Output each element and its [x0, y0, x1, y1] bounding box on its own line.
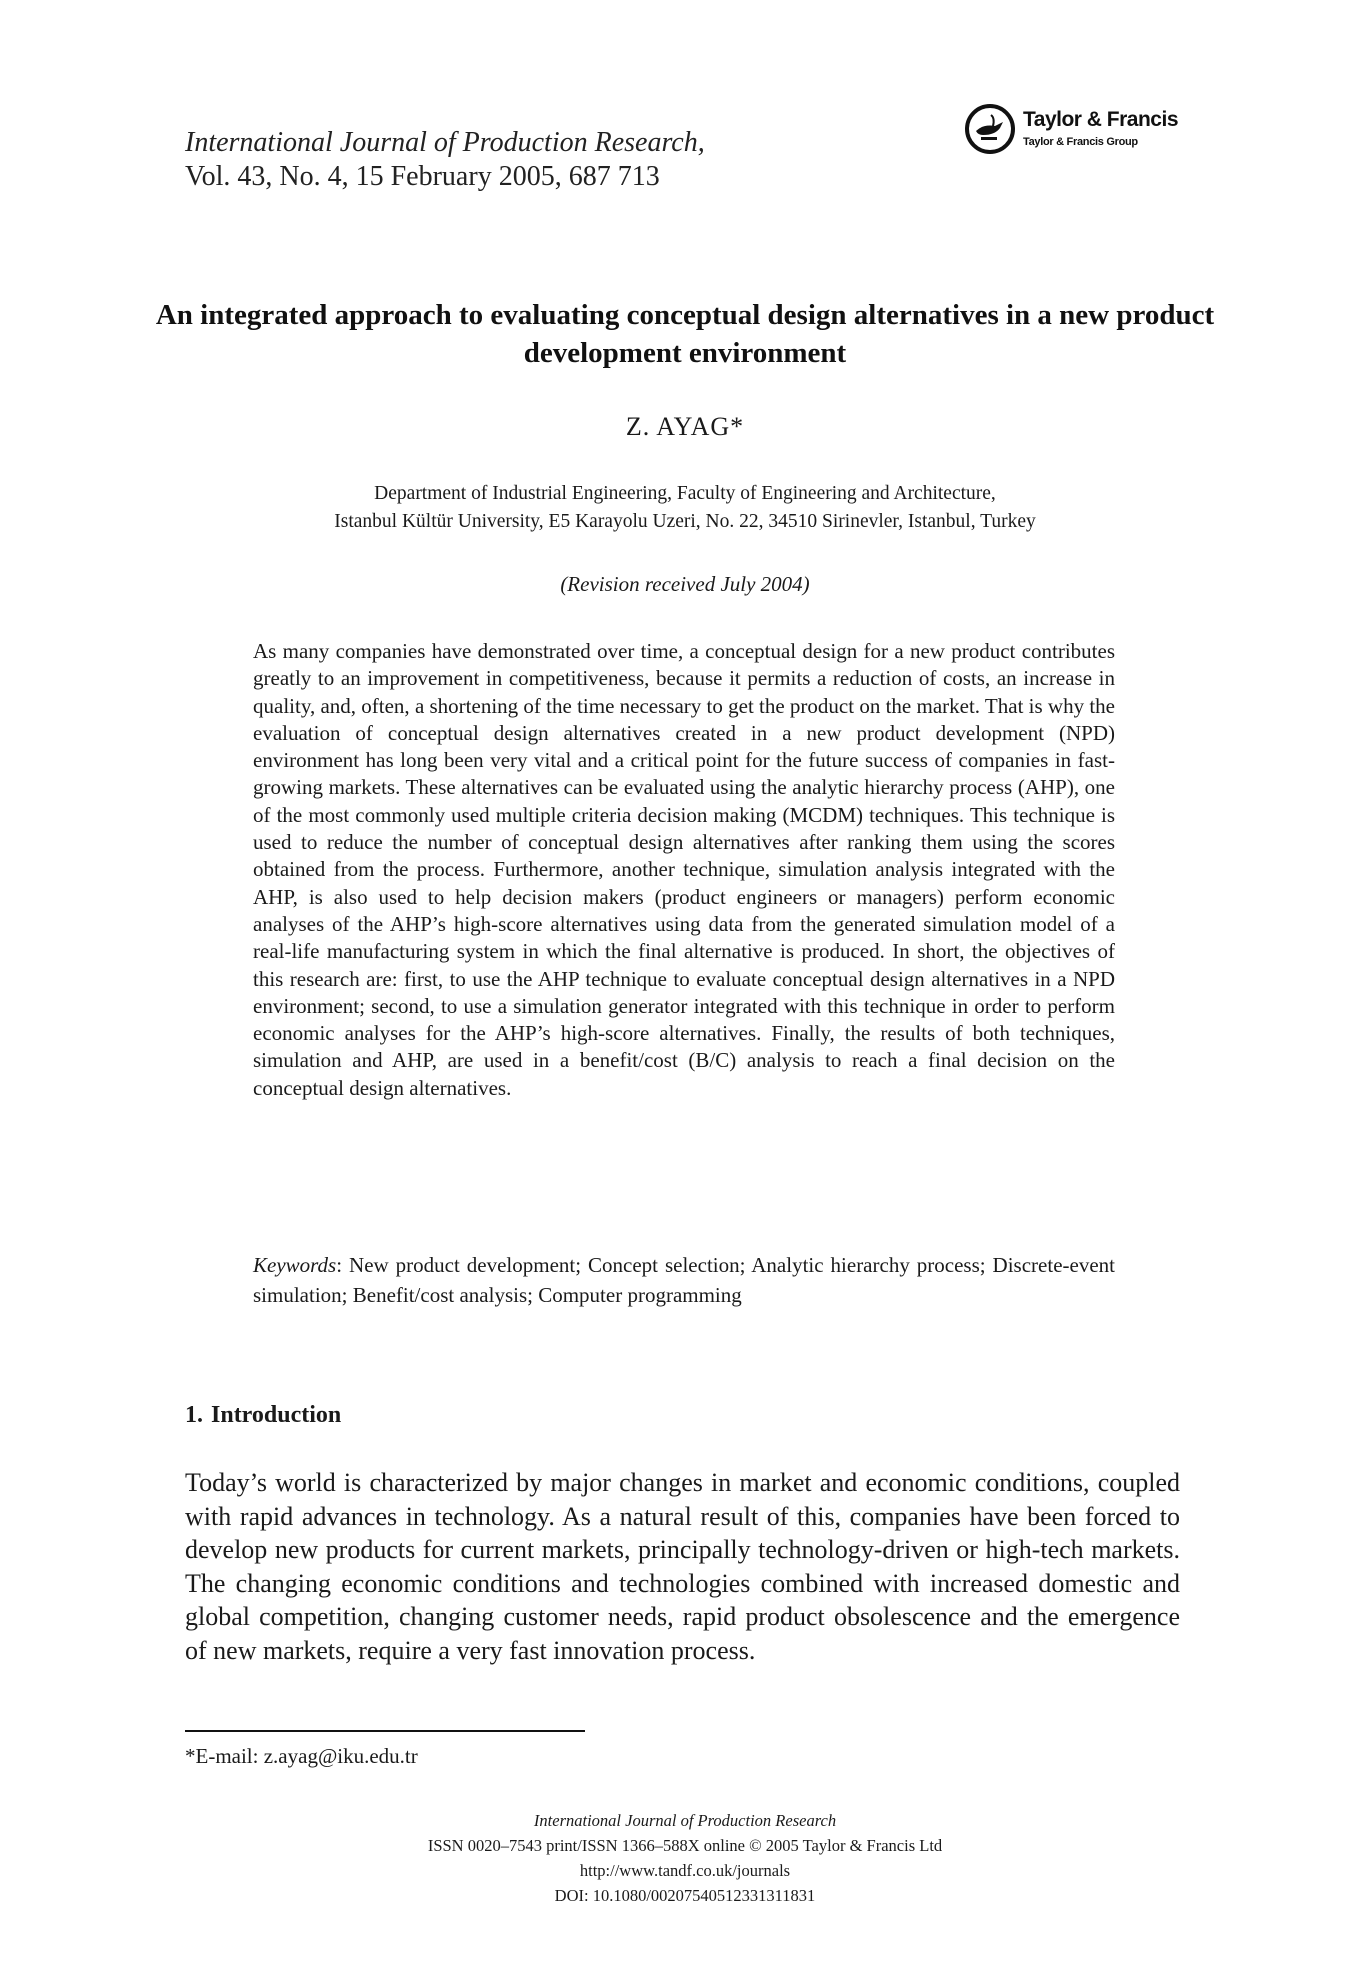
publisher-name: Taylor & Francis [1023, 108, 1178, 131]
abstract: As many companies have demonstrated over time, a conceptual design for a new product contributes greatly to an improvement in competitiveness, because it permits a reduction of costs, an increase in quality, and, often, a shortening of the time necessary to get the product on the market. That is why the evaluation of conceptual design alternatives created in a new product development (NPD) environment has long been very vital and a critical point for the future success of companies in fast-growing markets. These alternatives can be evaluated using the analytic hierarchy process (AHP), one of the most commonly used multiple criteria decision making (MCDM) techniques. This technique is used to reduce the number of conceptual design alternatives after ranking them using the scores obtained from the process. Furthermore, another technique, simulation analysis integrated with the AHP, is also used to help decision makers (product engineers or managers) perform economic analyses of the AHP’s high-score alternatives using data from the generated simulation model of a real-life manufacturing system in which the final alternative is produced. In short, the objectives of this research are: first, to use the AHP technique to evaluate conceptual design alternatives in a NPD environment; second, to use a simulation generator integrated with this technique in order to perform economic analyses for the AHP’s high-score alternatives. Finally, the results of both techniques, simulation and AHP, are used in a benefit/cost (B/C) analysis to reach a final decision on the conceptual design alternatives. [253, 639, 1115, 1100]
volume-info: Vol. 43, No. 4, 15 February 2005, 687 713 [185, 161, 660, 192]
section-number: 1. [185, 1402, 203, 1428]
revision-note: (Revision received July 2004) [560, 572, 810, 596]
footer-url: http://www.tandf.co.uk/journals [579, 1861, 791, 1880]
affiliation-line-2: Istanbul Kültür University, E5 Karayolu Uzeri, No. 22, 34510 Sirinevler, Istanbul, Turkey [334, 511, 1036, 532]
journal-name: International Journal of Production Research, [185, 127, 705, 158]
article-title: An integrated approach to evaluating conceptual design alternatives in a new product development environment [155, 299, 1215, 369]
footer-doi: DOI: 10.1080/00207540512331311831 [554, 1886, 816, 1905]
intro-paragraph: Today’s world is characterized by major changes in market and economic conditions, coupled with rapid advances in technology. As a natural result of this, companies have been forced to develop new products for current markets, principally technology-driven or high-tech markets. The changing economic conditions and technologies combined with increased domestic and global competition, changing customer needs, rapid product obsolescence and the emergence of new markets, require a very fast innovation process. [185, 1468, 1180, 1665]
author-name: Z. AYAG* [625, 412, 745, 441]
page-footer [0, 1808, 1370, 1908]
footnote-divider [185, 1730, 585, 1732]
keywords-label: Keywords [253, 1253, 337, 1277]
section-title: Introduction [211, 1402, 342, 1428]
footer-issn: ISSN 0020–7543 print/ISSN 1366–588X online © 2005 Taylor & Francis Ltd [427, 1836, 943, 1855]
footnote-email: *E-mail: z.ayag@iku.edu.tr [185, 1744, 418, 1768]
affiliation-line-1: Department of Industrial Engineering, Faculty of Engineering and Architecture, [374, 483, 996, 504]
affiliation [200, 480, 1170, 536]
keywords [253, 1250, 1115, 1310]
keywords-list: : New product development; Concept selection; Analytic hierarchy process; Discrete-event simulation; Benefit/cost analysis; Computer programming [253, 1253, 1115, 1307]
publisher-group: Taylor & Francis Group [1023, 136, 1138, 148]
publisher-logo [965, 102, 1185, 160]
section-heading [185, 1402, 341, 1429]
footer-journal: International Journal of Production Research [533, 1811, 837, 1830]
lamp-icon [965, 104, 1015, 154]
